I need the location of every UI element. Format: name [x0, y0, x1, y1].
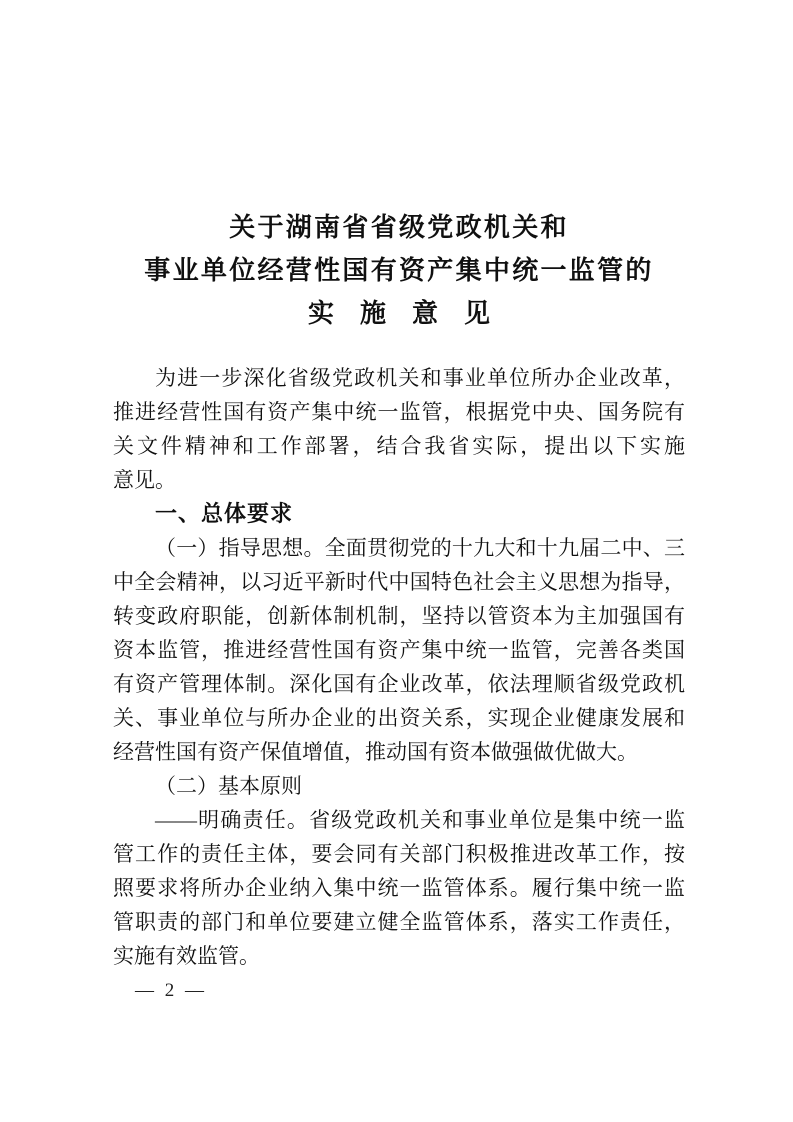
line-text: 管工作的责任主体，要会同有关部门积极推进改革工作，按 — [113, 842, 685, 866]
line-text: 实施有效监管。 — [113, 944, 260, 968]
text-line — [113, 939, 685, 973]
line-text: 关、事业单位与所办企业的出资关系，实现企业健康发展和 — [113, 706, 685, 730]
text-line — [113, 837, 685, 871]
text-line — [113, 429, 685, 463]
text-line — [113, 871, 685, 905]
title-line-2: 事业单位经营性国有资产集中统一监管的 — [144, 256, 654, 285]
text-line — [113, 599, 685, 633]
section-heading — [113, 497, 685, 531]
line-text: 关文件精神和工作部署，结合我省实际，提出以下实施 — [113, 434, 685, 458]
title-line-1: 关于湖南省省级党政机关和 — [229, 213, 569, 242]
document-title — [113, 206, 685, 335]
line-text: 为进一步深化省级党政机关和事业单位所办企业改革， — [155, 366, 685, 390]
sub-heading — [113, 769, 685, 803]
document-body — [113, 361, 685, 973]
line-text: 转变政府职能，创新体制机制，坚持以管资本为主加强国有 — [113, 604, 685, 628]
text-line — [113, 361, 685, 395]
text-line — [113, 565, 685, 599]
line-text: 推进经营性国有资产集中统一监管，根据党中央、国务院有 — [113, 400, 685, 424]
text-line — [113, 701, 685, 735]
text-line — [113, 735, 685, 769]
line-text: 资本监管，推进经营性国有资产集中统一监管，完善各类国 — [113, 638, 685, 662]
text-line — [113, 905, 685, 939]
title-line-3: 实施意见 — [307, 299, 516, 328]
line-text: 一、总体要求 — [155, 501, 294, 526]
line-text: 全面贯彻党的十九大和十九届二中、三 — [324, 536, 685, 560]
line-lead: （二）基本原则 — [155, 774, 302, 798]
line-text: 经营性国有资产保值增值，推动国有资本做强做优做大。 — [113, 740, 638, 764]
line-text: 照要求将所办企业纳入集中统一监管体系。履行集中统一监 — [113, 876, 685, 900]
line-text: 省级党政机关和事业单位是集中统一监 — [309, 808, 685, 832]
line-lead: （一）指导思想。 — [155, 536, 325, 560]
line-text: 中全会精神，以习近平新时代中国特色社会主义思想为指导， — [113, 570, 685, 594]
text-line — [113, 531, 685, 565]
text-line — [113, 395, 685, 429]
text-line — [113, 667, 685, 701]
line-text: 有资产管理体制。深化国有企业改革，依法理顺省级党政机 — [113, 672, 685, 696]
line-text: 意见。 — [113, 468, 176, 492]
text-line — [113, 803, 685, 837]
line-text: 管职责的部门和单位要建立健全监管体系，落实工作责任， — [113, 910, 685, 934]
line-lead: ——明确责任。 — [155, 808, 310, 832]
text-line — [113, 463, 685, 497]
text-line — [113, 633, 685, 667]
page-number: — 2 — — [135, 980, 207, 1001]
